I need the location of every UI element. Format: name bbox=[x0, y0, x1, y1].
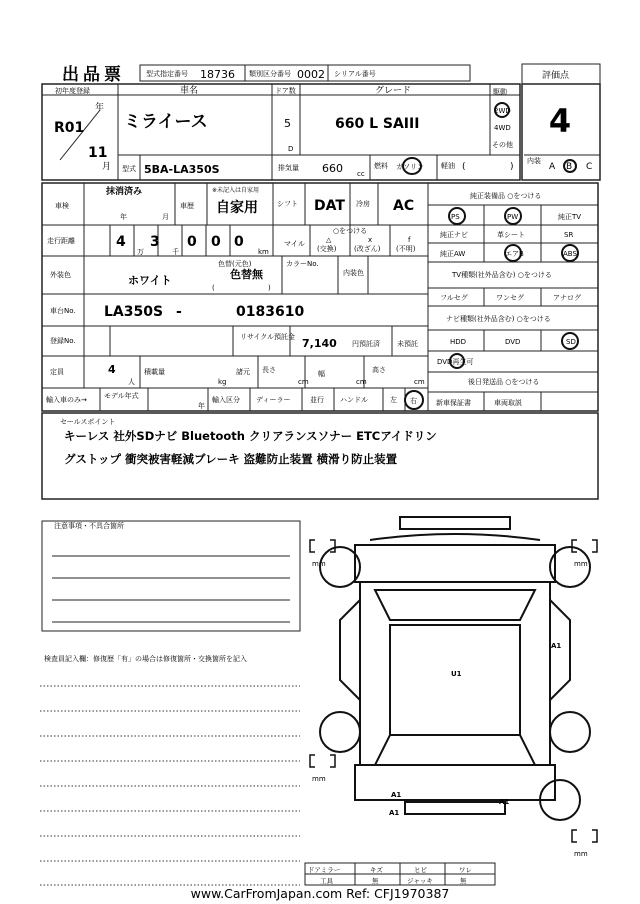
handle-left: 左 bbox=[390, 396, 397, 404]
dvd-playback: DVD再生可 bbox=[437, 358, 474, 366]
damage-mark-a1-bumper: A1 bbox=[389, 809, 400, 817]
mm-rear-right: mm bbox=[574, 850, 588, 858]
dealer: ディーラー bbox=[256, 396, 291, 404]
equip-ps: PS bbox=[451, 213, 460, 221]
mileage-digit-4: 0 bbox=[211, 234, 221, 250]
dmg-jack-value: 無 bbox=[460, 877, 467, 885]
chassis-prefix: LA350S bbox=[104, 304, 164, 320]
capacity-label: 定員 bbox=[50, 368, 64, 376]
oil-paren-close: ) bbox=[510, 162, 514, 172]
later-manual: 車両取説 bbox=[494, 399, 522, 407]
mark-label: ○をつける bbox=[333, 227, 368, 235]
navi-dvd: DVD bbox=[505, 338, 521, 346]
interior-b: B bbox=[566, 162, 573, 172]
color-change-label: 色替(元色) bbox=[218, 260, 252, 268]
drive-4wd: 4WD bbox=[494, 124, 511, 132]
month-suffix: 月 bbox=[102, 162, 112, 172]
height-label: 高さ bbox=[372, 366, 386, 374]
damage-mark-a1-rear-left: A1 bbox=[391, 791, 402, 799]
width-label: 幅 bbox=[318, 370, 325, 378]
mm-front-left: mm bbox=[312, 560, 326, 568]
modified: (改ざん) bbox=[354, 245, 381, 253]
car-name-label: 車名 bbox=[180, 86, 199, 96]
load-label: 積載量 bbox=[144, 368, 165, 376]
tv-analog: アナログ bbox=[553, 294, 581, 302]
interior-label: 内装 bbox=[527, 157, 541, 165]
interior-c: C bbox=[586, 162, 593, 172]
footer-watermark: www.CarFromJapan.com Ref: CFJ1970387 bbox=[190, 886, 450, 901]
import-label: 輸入車のみ→ bbox=[46, 396, 87, 404]
navi-hdd: HDD bbox=[450, 338, 467, 346]
mileage-digit-1: 4 bbox=[116, 234, 126, 250]
tv-one: ワンセグ bbox=[496, 294, 524, 302]
mm-rear-left: mm bbox=[312, 775, 326, 783]
model-year-label: モデル年式 bbox=[104, 392, 139, 400]
displacement-label: 排気量 bbox=[278, 164, 299, 172]
shaken-label: 車検 bbox=[55, 202, 69, 210]
dmg-tools-value: 無 bbox=[372, 877, 379, 885]
first-reg-label: 初年度登録 bbox=[55, 87, 90, 95]
serial-label: シリアル番号 bbox=[334, 70, 376, 78]
drive-other: その他 bbox=[492, 141, 513, 149]
displacement: 660 bbox=[322, 162, 343, 175]
era-year: R01 bbox=[54, 120, 85, 136]
aircon-label: 冷房 bbox=[356, 200, 370, 208]
interior-a: A bbox=[549, 162, 556, 172]
model-year-suffix: 年 bbox=[198, 402, 205, 410]
color-no-label: カラーNo. bbox=[286, 260, 319, 268]
aircon: AC bbox=[393, 198, 415, 214]
class-no-label: 類別区分番号 bbox=[249, 70, 291, 78]
exchange: (交換) bbox=[317, 245, 337, 253]
sales-label: セールスポイント bbox=[60, 418, 116, 426]
history-note: ※未記入は自家用 bbox=[212, 187, 260, 194]
history-label: 車歴 bbox=[180, 202, 194, 210]
capacity: 4 bbox=[108, 363, 116, 376]
later-warranty: 新車保証書 bbox=[436, 399, 471, 407]
dmg-header-mirror: ドアミラー bbox=[308, 866, 341, 874]
oil-label: 軽油 bbox=[441, 162, 455, 170]
unknown: (不明) bbox=[396, 245, 416, 253]
dmg-header-break: ワレ bbox=[459, 866, 472, 874]
model-type: 5BA-LA350S bbox=[144, 163, 220, 176]
width-unit: cm bbox=[356, 378, 367, 386]
year-suffix: 年 bbox=[95, 103, 105, 113]
color-change: 色替無 bbox=[230, 268, 263, 281]
dmg-header-crack: ヒビ bbox=[414, 866, 427, 874]
chassis-no: 0183610 bbox=[236, 304, 305, 320]
color-paren-close: ) bbox=[268, 284, 271, 292]
mileage-digit-5: 0 bbox=[234, 234, 244, 250]
length-unit: cm bbox=[298, 378, 309, 386]
equip-pw: PW bbox=[507, 213, 519, 221]
equip-navi: 純正ナビ bbox=[440, 231, 468, 239]
equip-airbag: エアB bbox=[505, 250, 524, 258]
grade: 660 L SAIII bbox=[335, 116, 420, 132]
shaken-year: 年 bbox=[120, 213, 127, 221]
equip-tv: 純正TV bbox=[558, 213, 582, 221]
shift: DAT bbox=[314, 198, 345, 214]
reg-month: 11 bbox=[88, 145, 108, 161]
recycle-unit: 円預託済 bbox=[352, 340, 380, 348]
dmg-tools-label: 工具 bbox=[320, 877, 333, 885]
equip-abs: ABS bbox=[563, 250, 577, 258]
man-unit: 万 bbox=[137, 248, 144, 256]
recycle-not: 未預託 bbox=[397, 340, 418, 348]
damage-mark-u1: U1 bbox=[451, 670, 462, 678]
chassis-dash: - bbox=[176, 304, 182, 320]
km-unit: km bbox=[258, 248, 269, 256]
dmg-header-scratch: キズ bbox=[370, 866, 383, 874]
sen-unit: 千 bbox=[172, 248, 179, 256]
chassis-label: 車台No. bbox=[50, 307, 76, 315]
score-label: 評価点 bbox=[542, 71, 570, 81]
dmg-jack-label: ジャッキ bbox=[407, 877, 433, 885]
equip-sr: SR bbox=[564, 231, 574, 239]
length-label: 長さ bbox=[262, 366, 276, 374]
drive-label: 駆動 bbox=[493, 88, 507, 96]
mileage-label: 走行距離 bbox=[47, 237, 75, 245]
height-unit: cm bbox=[414, 378, 425, 386]
history-value: 自家用 bbox=[216, 200, 258, 216]
fuel-label: 燃料 bbox=[374, 162, 388, 170]
dims-label: 諸元 bbox=[236, 368, 250, 376]
model-type-label: 型式 bbox=[122, 165, 136, 173]
equipment-title: 純正装備品 ○をつける bbox=[470, 192, 542, 200]
shaken-month: 月 bbox=[162, 213, 169, 221]
handle-label: ハンドル bbox=[340, 396, 368, 404]
navi-sd: SD bbox=[566, 338, 576, 346]
sheet-title: 出品票 bbox=[62, 65, 125, 85]
mm-front-right: mm bbox=[574, 560, 588, 568]
equip-aw: 純正AW bbox=[440, 250, 466, 258]
damage-mark-a1-rear-right: A1 bbox=[499, 798, 510, 806]
inspector-label: 検査員記入欄：修復歴「有」の場合は修復箇所・交換箇所を記入 bbox=[44, 655, 247, 663]
score-value: 4 bbox=[548, 102, 572, 140]
model-no: 18736 bbox=[200, 68, 235, 81]
model-no-label: 型式指定番号 bbox=[146, 70, 188, 78]
class-no: 0002 bbox=[297, 68, 325, 81]
fuel-value: ガソリン bbox=[396, 163, 424, 171]
tv-title: TV種類(社外品含む) ○をつける bbox=[452, 271, 552, 279]
doors-label: ドア数 bbox=[275, 87, 296, 95]
reg-no-label: 登録No. bbox=[50, 337, 76, 345]
later-title: 後日発送品 ○をつける bbox=[468, 378, 540, 386]
caution-label: 注意事項・不具合箇所 bbox=[54, 522, 124, 530]
navi-title: ナビ種類(社外品含む) ○をつける bbox=[446, 315, 551, 323]
color-paren-open: ( bbox=[212, 284, 215, 292]
interior-color-label: 内装色 bbox=[343, 269, 364, 277]
load-unit: kg bbox=[218, 378, 227, 386]
door-suffix: D bbox=[288, 145, 294, 153]
sales-line-2: グストップ 衝突被害軽減ブレーキ 盗難防止装置 横滑り防止装置 bbox=[64, 452, 398, 466]
equip-leather: 革シート bbox=[497, 231, 525, 239]
recycle-amount: 7,140 bbox=[302, 337, 337, 350]
displacement-unit: cc bbox=[357, 170, 365, 178]
capacity-unit: 人 bbox=[128, 378, 135, 386]
car-name: ミライース bbox=[124, 112, 208, 132]
mileage-digit-2: 3 bbox=[150, 234, 160, 250]
unknown-mark: f bbox=[408, 236, 411, 244]
shift-label: シフト bbox=[277, 200, 298, 208]
mileage-digit-3: 0 bbox=[187, 234, 197, 250]
tv-full: フルセグ bbox=[440, 294, 468, 302]
handle-right: 右 bbox=[410, 397, 417, 405]
oil-paren-open: ( bbox=[462, 162, 466, 172]
import-type-label: 輸入区分 bbox=[212, 396, 240, 404]
recycle-label: リサイクル預託金 bbox=[240, 333, 296, 341]
modified-mark: x bbox=[368, 236, 373, 244]
exchange-mark: △ bbox=[326, 236, 332, 244]
grade-label: グレード bbox=[375, 86, 412, 96]
color-label: 外装色 bbox=[50, 271, 71, 279]
car-diagram bbox=[320, 517, 590, 820]
mile-label: マイル bbox=[284, 240, 305, 248]
color: ホワイト bbox=[128, 274, 172, 287]
sales-line-1: キーレス 社外SDナビ Bluetooth クリアランスソナー ETCアイドリン bbox=[64, 429, 437, 443]
damage-mark-a1-side: A1 bbox=[551, 642, 562, 650]
doors: 5 bbox=[284, 117, 291, 130]
drive-2wd: 2WD bbox=[494, 107, 511, 115]
parallel: 並行 bbox=[310, 396, 324, 404]
shaken-value: 抹消済み bbox=[106, 187, 143, 197]
